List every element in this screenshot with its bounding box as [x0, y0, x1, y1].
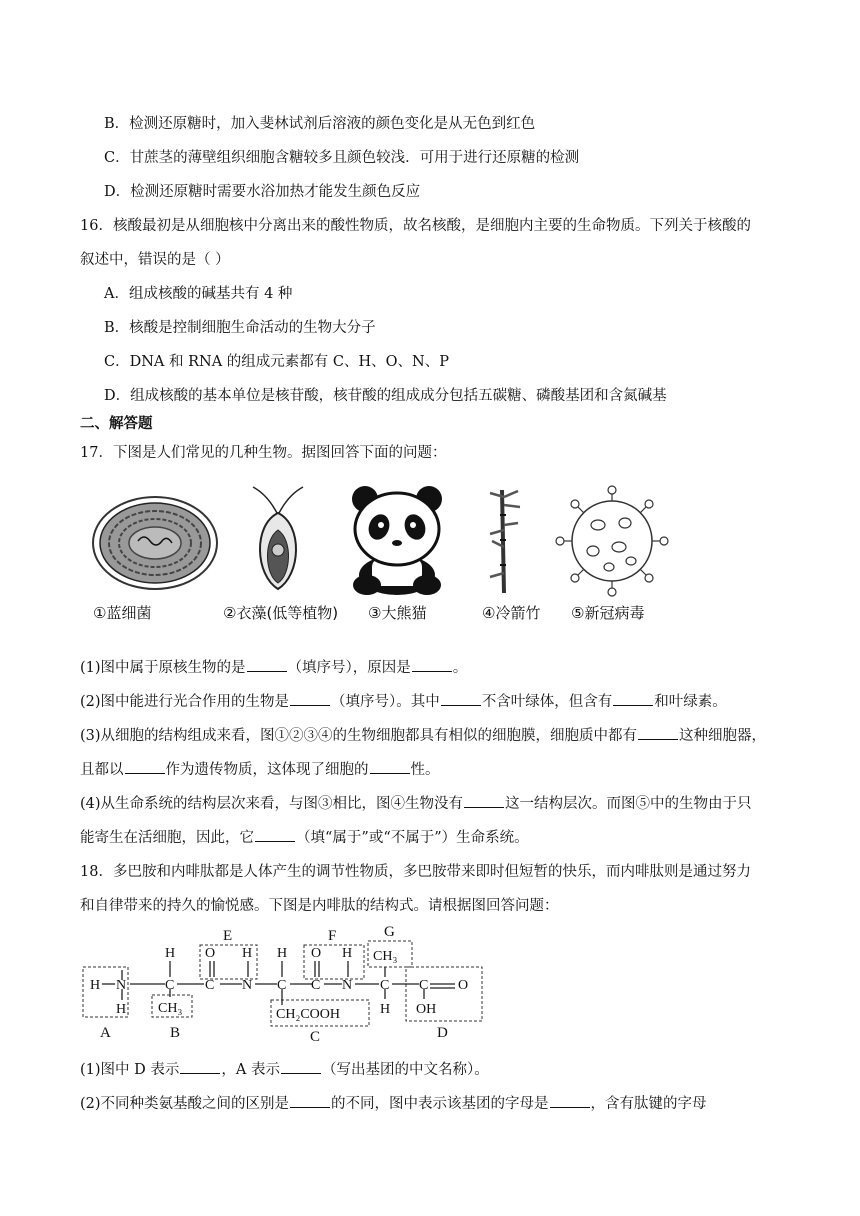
q18-p2-text-a: (2)不同种类氨基酸之间的区别是	[80, 1096, 290, 1112]
atom-c: C	[419, 978, 429, 993]
q17-p1-text-b: （填序号），原因是	[287, 660, 411, 676]
q17-p4-text-b: 这一结构层次。而图⑤中的生物由于只	[505, 796, 752, 812]
bamboo-image	[480, 485, 530, 597]
q18-p1-text-b: ，A 表示	[221, 1062, 280, 1078]
answer-blank[interactable]	[638, 727, 678, 740]
atom-c: C	[277, 978, 287, 993]
organisms-figure	[85, 485, 685, 625]
q15-option-d: D．检测还原糖时需要水浴加热才能发生颜色反应	[104, 184, 421, 200]
answer-blank[interactable]	[125, 761, 165, 774]
q17-part4-line1	[80, 792, 752, 813]
q18-part1	[80, 1058, 489, 1079]
atom-n: N	[116, 978, 127, 993]
atom-c: C	[165, 978, 175, 993]
atom-n: N	[342, 978, 353, 993]
q17-p4-text-c: 能寄生在活细胞，因此，它	[80, 830, 254, 846]
atom-h: H	[342, 946, 353, 961]
caption-chlamydomonas: ②衣藻(低等植物)	[223, 604, 339, 622]
q17-p2-text-a: (2)图中能进行光合作用的生物是	[80, 694, 290, 710]
caption-panda: ③大熊猫	[368, 604, 427, 622]
q18-p1-text-a: (1)图中 D 表示	[80, 1062, 180, 1078]
q17-p4-text-a: (4)从生命系统的结构层次来看，与图③相比，图④生物没有	[80, 796, 464, 812]
label-g: G	[384, 925, 395, 940]
answer-blank[interactable]	[412, 659, 452, 672]
label-a: A	[100, 1025, 111, 1041]
q18-p2-text-b: 的不同，图中表示该基团的字母是	[331, 1096, 549, 1112]
atom-h: H	[242, 946, 253, 961]
answer-blank[interactable]	[290, 693, 330, 706]
q17-p3-text-b: 这种细胞器，	[679, 728, 767, 744]
endorphin-structure-diagram	[80, 925, 500, 1045]
atom-o: O	[311, 946, 322, 961]
q17-part4-line2	[80, 826, 529, 847]
atom-o: O	[205, 946, 216, 961]
group-oh: OH	[416, 1002, 437, 1017]
q18-p2-text-c: ，含有肽键的字母	[590, 1096, 707, 1112]
q18-p1-text-c: （写出基团的中文名称）。	[321, 1062, 489, 1078]
q16-stem-line2: 叙述中，错误的是（ ）	[80, 252, 230, 268]
answer-blank[interactable]	[180, 1061, 220, 1074]
atom-c: C	[205, 978, 215, 993]
q17-p4-text-d: （填“属于”或“不属于”）生命系统。	[296, 830, 529, 846]
atom-h: H	[277, 946, 288, 961]
answer-blank[interactable]	[613, 693, 653, 706]
q17-p1-text-a: (1)图中属于原核生物的是	[80, 660, 246, 676]
q17-p3-text-e: 性。	[410, 762, 440, 778]
q17-intro: 17．下图是人们常见的几种生物。据图回答下面的问题：	[80, 445, 447, 461]
panda-image	[347, 485, 447, 597]
q17-p3-text-d: 作为遗传物质，这体现了细胞的	[165, 762, 369, 778]
answer-blank[interactable]	[255, 829, 295, 842]
caption-cyanobacteria: ①蓝细菌	[93, 604, 152, 622]
atom-c: C	[311, 978, 321, 993]
atom-h: H	[90, 978, 101, 993]
q17-part3-line1	[80, 724, 766, 745]
q17-p2-text-d: 和叶绿素。	[654, 694, 727, 710]
q16-option-c: C．DNA 和 RNA 的组成元素都有 C、H、O、N、P	[104, 354, 449, 370]
answer-blank[interactable]	[281, 1061, 321, 1074]
section-heading: 二、解答题	[80, 415, 153, 432]
q17-p2-text-c: 不含叶绿体，但含有	[481, 694, 613, 710]
answer-blank[interactable]	[247, 659, 287, 672]
q17-part2	[80, 690, 727, 711]
atom-h: H	[380, 1002, 391, 1017]
q17-p2-text-b: （填序号）。其中	[331, 694, 440, 710]
answer-blank[interactable]	[370, 761, 410, 774]
q17-part1	[80, 656, 467, 677]
q17-p3-text-a: (3)从细胞的结构组成来看，图①②③④的生物细胞都具有相似的细胞膜，细胞质中都有	[80, 728, 638, 744]
answer-blank[interactable]	[464, 795, 504, 808]
q18-part2	[80, 1092, 707, 1113]
caption-coronavirus: ⑤新冠病毒	[571, 604, 645, 622]
answer-blank[interactable]	[290, 1095, 330, 1108]
q15-option-c: C．甘蔗茎的薄壁组织细胞含糖较多且颜色较浅．可用于进行还原糖的检测	[104, 150, 580, 166]
cyanobacteria-image	[90, 493, 220, 593]
label-e: E	[223, 928, 233, 944]
label-c: C	[310, 1029, 321, 1045]
group-ch3: CH₃	[158, 1001, 183, 1016]
answer-blank[interactable]	[550, 1095, 590, 1108]
q16-stem-line1: 16．核酸最初是从细胞核中分离出来的酸性物质，故名核酸，是细胞内主要的生命物质。下列关于核酸的	[80, 218, 751, 234]
q17-part3-line2	[80, 758, 440, 779]
atom-c: C	[380, 978, 390, 993]
answer-blank[interactable]	[441, 693, 481, 706]
q18-stem-line1: 18．多巴胺和内啡肽都是人体产生的调节性物质，多巴胺带来即时但短暂的快乐，而内啡肽则是通过努力	[80, 864, 751, 880]
q15-option-b: B．检测还原糖时，加入斐林试剂后溶液的颜色变化是从无色到红色	[104, 116, 536, 132]
group-ch3: CH₃	[373, 949, 398, 964]
atom-n: N	[242, 978, 253, 993]
coronavirus-image	[553, 485, 671, 597]
group-ch2cooh: CH₂COOH	[276, 1007, 340, 1022]
q18-stem-line2: 和自律带来的持久的愉悦感。下图是内啡肽的结构式。请根据图回答问题：	[80, 898, 559, 914]
q17-p3-text-c: 且都以	[80, 762, 124, 778]
caption-bamboo: ④冷箭竹	[482, 604, 541, 622]
q16-option-b: B．核酸是控制细胞生命活动的生物大分子	[104, 320, 376, 336]
q16-option-d: D．组成核酸的基本单位是核苷酸，核苷酸的组成成分包括五碳糖、磷酸基团和含氮碱基	[104, 388, 667, 404]
chlamydomonas-image	[243, 485, 313, 597]
q17-p1-text-c: 。	[452, 660, 468, 676]
q16-option-a: A．组成核酸的碱基共有 4 种	[104, 286, 293, 302]
label-f: F	[328, 928, 337, 944]
label-d: D	[437, 1025, 448, 1041]
atom-o: O	[458, 978, 469, 993]
label-b: B	[170, 1025, 181, 1041]
atom-h: H	[116, 1002, 127, 1017]
atom-h: H	[165, 946, 176, 961]
